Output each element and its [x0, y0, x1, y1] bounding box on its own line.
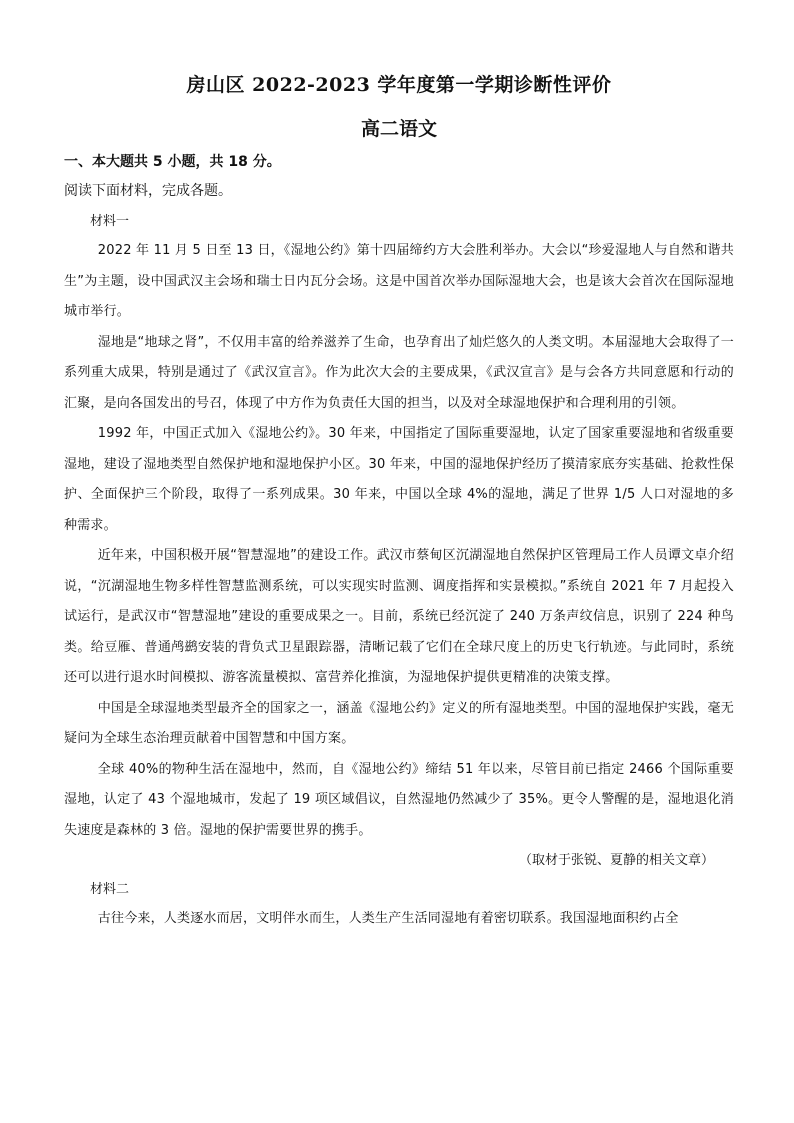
- material1-paragraph: 1992 年，中国正式加入《湿地公约》。30 年来，中国指定了国际重要湿地，认定了国家重要湿地和省级重要湿地，建设了湿地类型自然保护地和湿地保护小区。30 年来，中国的湿地保护经历了摸清家底夯实基础、抢救性保护、全面保护三个阶段，取得了一系列成果。30 年来，中国以全球 4%的湿地，满足了世界 1/5 人口对湿地的多种需求。: [64, 426, 734, 533]
- material1-paragraph: 全球 40%的物种生活在湿地中，然而，自《湿地公约》缔结 51 年以来，尽管目前已指定 2466 个国际重要湿地，认定了 43 个湿地城市，发起了 19 项区域倡议，自然湿地仍然减少了 35%。更令人警醒的是，湿地退化消失速度是森林的 3 倍。湿地的保护需要世界的携手。: [64, 761, 734, 838]
- material1-source: （取材于张锐、夏静的相关文章）: [518, 853, 714, 868]
- page-subtitle: 高二语文: [360, 118, 437, 140]
- material1-paragraph: 2022 年 11 月 5 日至 13 日，《湿地公约》第十四届缔约方大会胜利举办。大会以“珍爱湿地人与自然和谐共生”为主题，设中国武汉主会场和瑞士日内瓦分会场。这是中国首次举办国际湿地大会，也是该大会首次在国际湿地城市举行。: [64, 243, 734, 319]
- material-label-1: 材料一: [90, 214, 130, 229]
- section-instruction: 阅读下面材料，完成各题。: [64, 183, 232, 199]
- page-title: 房山区 2022-2023 学年度第一学期诊断性评价: [186, 74, 612, 96]
- material-label-2: 材料二: [90, 882, 130, 897]
- section-heading: 一、本大题共 5 小题，共 18 分。: [64, 154, 281, 170]
- material2-paragraph: 古往今来，人类逐水而居，文明伴水而生，人类生产生活同湿地有着密切联系。我国湿地面积约占全: [97, 911, 679, 926]
- material1-paragraph: 中国是全球湿地类型最齐全的国家之一，涵盖《湿地公约》定义的所有湿地类型。中国的湿地保护实践，毫无疑问为全球生态治理贡献着中国智慧和中国方案。: [64, 700, 734, 746]
- material1-paragraph: 近年来，中国积极开展“智慧湿地”的建设工作。武汉市蔡甸区沉湖湿地自然保护区管理局工作人员谭文卓介绍说，“沉湖湿地生物多样性智慧监测系统，可以实现实时监测、调度指挥和实景模拟。”系统自 2021 年 7 月起投入试运行，是武汉市“智慧湿地”建设的重要成果之一。目前，系统已经沉淀了 240 万条声纹信息，识别了 224 种鸟类。给豆雁、普通鸬鹚安装的背负式卫星跟踪器，清晰记载了它们在全球尺度上的历史飞行轨迹。与此同时，系统还可以进行退水时间模拟、游客流量模拟、富营养化推演，为湿地保护提供更精准的决策支撑。: [64, 548, 734, 685]
- material1-paragraph: 湿地是“地球之肾”，不仅用丰富的给养滋养了生命，也孕育出了灿烂悠久的人类文明。本届湿地大会取得了一系列重大成果，特别是通过了《武汉宣言》。作为此次大会的主要成果，《武汉宣言》是与会各方共同意愿和行动的汇聚，是向各国发出的号召，体现了中方作为负责任大国的担当，以及对全球湿地保护和合理利用的引领。: [64, 334, 734, 411]
